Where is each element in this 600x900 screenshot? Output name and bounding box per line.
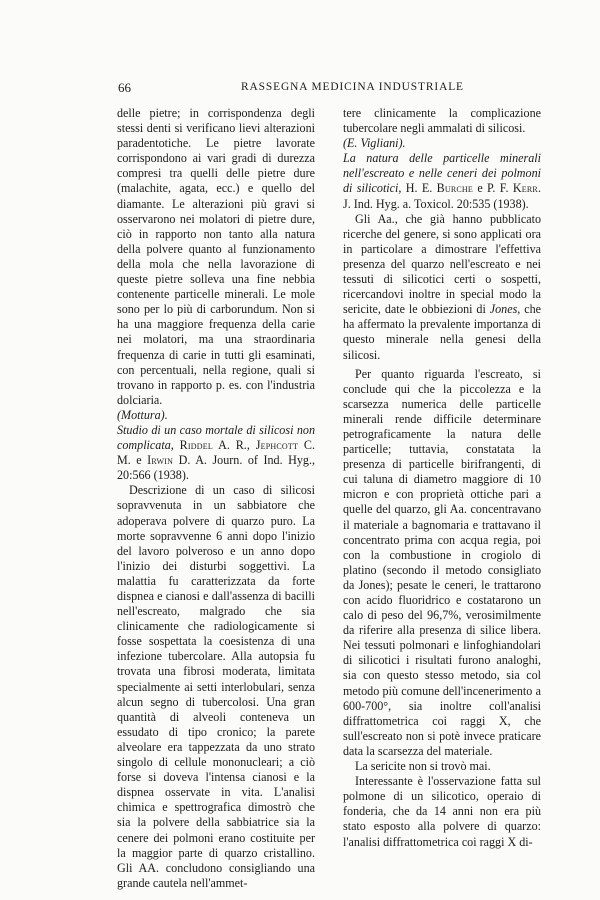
author-name: Irwin (147, 453, 174, 468)
author-name: Burche (436, 181, 473, 196)
running-title: RASSEGNA MEDICINA INDUSTRIALE (241, 81, 464, 93)
paragraph-text: Gli Aa., che già hanno pubblicato ricerche del genere, si sono applicati ora in particolare a dimostrare l'effettiva presenza del quarzo nell'escreato e nei tessuti di silicotici certi o sospetti, ricercandovi inoltre in special modo la sericite, date le obbiezioni di (343, 211, 541, 317)
body-paragraph: Descrizione di un caso di silicosi sopravvenuta in un sabbiatore che adoperava polvere di quarzo puro. La morte sopravvenne 6 anni dopo l'inizio del lavoro polveroso e un anno dopo l'inizio dei disturbi soggettivi. La malattia fu caratterizzata da forte dispnea e cianosi e dall'assenza di bacilli nell'escreato, malgrado che sia clinicamente che radiologicamente si fosse sospettata la coesistenza di una infezione tubercolare. Alla autopsia fu trovata una fibrosi moderata, limitata specialmente ai setti interlobulari, senza alcun segno di tubercolosi. Una gran quantità di alveoli conteneva un essudato di tipo cronico; la parete alveolare era tappezzata da uno strato singolo di cellule mononucleari; a ciò forse si doveva l'intensa cianosi e la dispnea osservate in vita. L'analisi chimica e spettrografica dimostrò che sia la polvere della sabbiatrice sia la cenere dei polmoni erano costituite per la maggior parte di quarzo cristallino. Gli AA. concludono consigliando una grande cautela nell'ammet- (117, 483, 315, 890)
body-paragraph: tere clinicamente la complicazione tubercolare negli ammalati di silicosi. (343, 106, 541, 136)
article-heading (117, 423, 315, 483)
author-name: Kerr (512, 181, 538, 196)
left-column (117, 106, 315, 891)
body-paragraph: delle pietre; in corrispondenza degli stessi denti si verificano lievi alterazioni paradentotiche. Le pietre lavorate corrispondono ai vari gradi di durezza compresi tra quelli delle pietre dure (malachite, agata, ecc.) e quello del diamante. Le alterazioni più gravi si osservarono nei molatori di pietre dure, ciò in rapporto non tanto alla natura della polvere quanto al funzionamento della mola che nella lavorazione di queste pietre solleva una fine nebbia contenente particelle minerali. Le mole sono per lo più di carborundum. Non si ha una maggiore frequenza della carie nei molatori, ma una straordinaria frequenza di carie in tutti gli esaminati, con percentuali, nella regione, quali si trovano in rapporto p. es. con l'industria dolciaria. (117, 106, 315, 407)
citation: D. A. Journ. of Ind. Hyg., 20:566 (1938). (117, 453, 315, 483)
cited-author: Jones (489, 302, 518, 317)
body-paragraph: Interessante è l'osservazione fatta sul polmone di un silicotico, operaio di fonderia, che da 14 anni non era più stato esposto alla polvere di quarzo: l'analisi diffrattometrica coi raggi X di- (343, 774, 541, 849)
article-heading (343, 151, 541, 211)
right-column (343, 106, 541, 850)
author-initials: H. E. (401, 181, 437, 196)
author-initials: C. M. e (117, 438, 315, 468)
body-paragraph: La sericite non si trovò mai. (355, 759, 491, 774)
reviewer-attribution: (Mottura). (117, 407, 168, 422)
citation: . J. Ind. Hyg. a. Toxicol. 20:535 (1938). (343, 181, 541, 211)
page-number: 66 (118, 80, 131, 95)
author-initials: e P. F. (472, 181, 513, 196)
reviewer-attribution: (E. Vigliani). (343, 136, 406, 151)
body-paragraph (343, 212, 541, 363)
body-paragraph: Per quanto riguarda l'escreato, si conclude qui che la piccolezza e la scarsezza numerica delle particelle minerali rende difficile determinare petrograficamente la natura delle particelle; tuttavia, constatata la presenza di particelle birifrangenti, di cui taluna di diametro maggiore di 10 micron e con proprietà ottiche pari a quelle del quarzo, gli Aa. concentravano il materiale a bagnomaria e trattavano il concentrato prima con acqua regia, poi con la combustione in crogiolo di platino (secondo il metodo consigliato da Jones); pesate le ceneri, le trattarono con acido fluoridrico e costatarono un calo di peso del 96,7%, verosimilmente da riferire alla presenza di silice libera. Nei tessuti polmonari e linfoghiandolari di silicotici i risultati furono analoghi, sia con questo stesso metodo, sia col metodo più comune dell'incenerimento a 600-700°, sia inoltre coll'analisi diffrattometrica coi raggi X, che sull'escreato non si potè invece praticare data la scarsezza del materiale. (343, 366, 541, 758)
author-initials: A. R., (212, 438, 256, 453)
article-title: La natura delle particelle minerali nell'escreato e nelle ceneri dei polmoni di silicotici, (343, 151, 541, 196)
author-name: Jephcott (255, 438, 299, 453)
page-header (118, 80, 540, 96)
paragraph-text: , che ha affermato la prevalente importanza di questo minerale nella genesi della silicosi. (343, 302, 541, 362)
author-name: Riddel (179, 438, 213, 453)
article-title: Studio di un caso mortale di silicosi non complicata, (117, 422, 315, 453)
